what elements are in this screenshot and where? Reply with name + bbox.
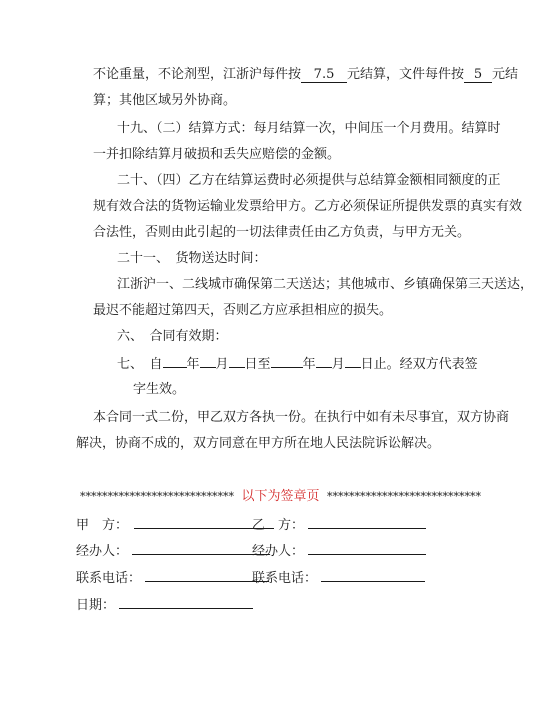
party-a-row	[76, 516, 274, 535]
party-b-row	[252, 516, 426, 535]
agent-a-label: 经办人：	[76, 544, 129, 559]
clause-20-line-2: 规有效合法的货物运输业发票给甲方。乙方必须保证所提供发票的真实有效	[93, 199, 523, 214]
price-jzh-value: 7.5	[301, 67, 347, 83]
phone-a-label: 联系电话：	[76, 571, 142, 586]
delivery-line-1: 江浙沪一、二线城市确保第二天送达；其他城市、乡镇确保第三天送达，	[117, 277, 533, 292]
validity-text: 月	[331, 357, 345, 372]
phone-b-field[interactable]	[321, 569, 425, 582]
date-label: 日期：	[76, 598, 116, 613]
copies-line-2: 解决，协商不成的，双方同意在甲方所在地人民法院诉讼解决。	[76, 436, 441, 451]
phone-a-field[interactable]	[145, 569, 269, 582]
clause-text: 元结	[492, 67, 519, 82]
party-b-field[interactable]	[308, 516, 426, 529]
agent-b-row	[252, 542, 426, 561]
start-year-blank[interactable]	[163, 355, 187, 368]
validity-text: 年	[186, 357, 200, 372]
date-field[interactable]	[119, 596, 253, 609]
agent-a-field[interactable]	[132, 542, 270, 555]
divider-stars-left: ****************************	[80, 490, 234, 503]
party-b-label: 乙 方：	[252, 518, 305, 533]
start-month-blank[interactable]	[200, 355, 216, 368]
end-month-blank[interactable]	[316, 355, 332, 368]
signature-divider	[80, 488, 481, 506]
date-row	[76, 596, 253, 615]
clause-pricing-line-1	[93, 66, 518, 84]
clause-20-line-1: 二十、（四）乙方在结算运费时必须提供与总结算金额相同额度的正	[117, 173, 501, 188]
divider-stars-right: ****************************	[327, 490, 482, 503]
validity-text: 日止。经双方代表签	[360, 357, 478, 372]
agent-b-field[interactable]	[308, 542, 426, 555]
phone-b-label: 联系电话：	[252, 571, 318, 586]
phone-b-row	[252, 569, 425, 588]
start-day-blank[interactable]	[229, 355, 245, 368]
clause-pricing-line-2: 算；其他区域另外协商。	[93, 93, 237, 108]
validity-text: 月	[215, 357, 229, 372]
divider-label: 以下为签章页	[241, 489, 320, 504]
phone-a-row	[76, 569, 269, 588]
party-a-label: 甲 方：	[76, 518, 129, 533]
clause-21-heading: 二十一、 货物送达时间：	[117, 251, 267, 266]
clause-20-line-3: 合法性，否则由此引起的一切法律责任由乙方负责，与甲方无关。	[93, 225, 471, 240]
validity-text: 年	[302, 357, 316, 372]
copies-line-1: 本合同一式二份，甲乙双方各执一份。在执行中如有未尽事宜，双方协商	[93, 410, 510, 425]
clause-text: 不论重量，不论剂型，江浙沪每件按	[93, 67, 302, 82]
validity-text: 日至	[244, 357, 271, 372]
delivery-line-2: 最迟不能超过第四天，否则乙方应承担相应的损失。	[93, 303, 393, 318]
clause-19-line-2: 一并扣除结算月破损和丢失应赔偿的金额。	[93, 147, 341, 162]
validity-line-2: 字生效。	[133, 382, 186, 397]
price-doc-value: 5	[464, 67, 492, 83]
clause-6-heading: 六、 合同有效期：	[117, 329, 228, 344]
end-year-blank[interactable]	[271, 355, 303, 368]
end-day-blank[interactable]	[345, 355, 361, 368]
clause-text: 元结算，文件每件按	[347, 67, 465, 82]
validity-text: 七、 自	[117, 357, 163, 372]
agent-b-label: 经办人：	[252, 544, 305, 559]
validity-line-1	[117, 355, 478, 374]
agent-a-row	[76, 542, 270, 561]
clause-19-line-1: 十九、（二）结算方式：每月结算一次，中间压一个月费用。结算时	[117, 121, 501, 136]
